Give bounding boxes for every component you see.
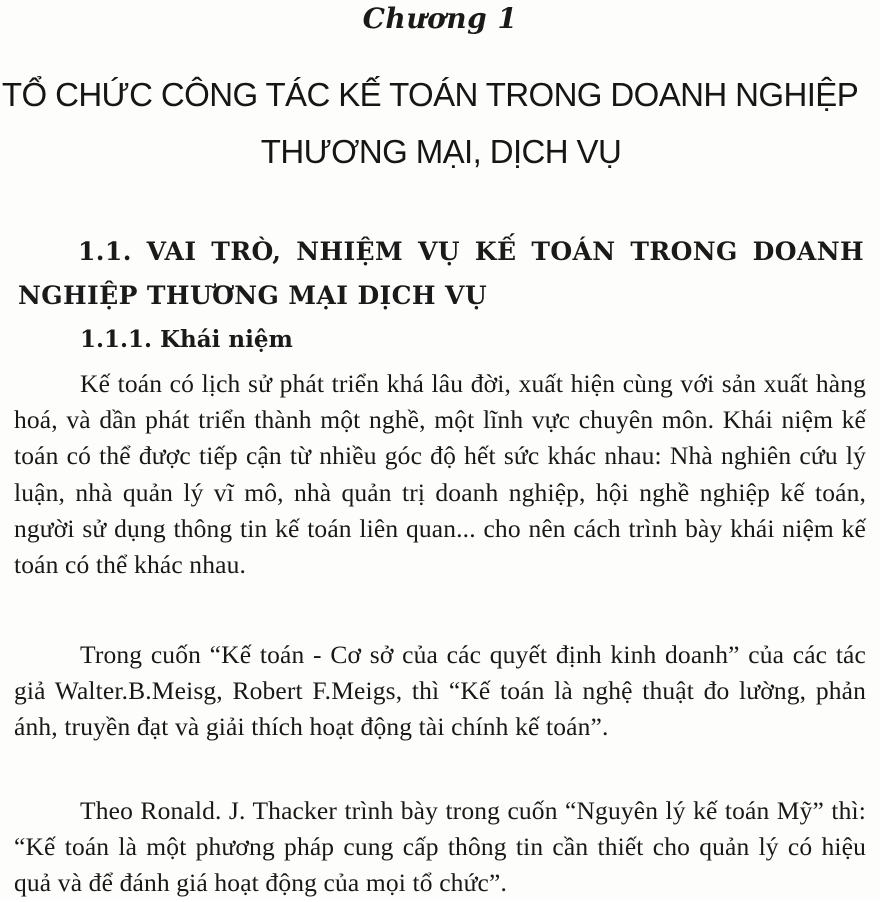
body-paragraph-2: Trong cuốn “Kế toán - Cơ sở của các quyết định kinh doanh” của các tác giả Walter.B.Meisg, Robert F.Meigs, thì “Kế toán là nghệ thuật đo lường, phản ánh, truyền đạt và giải thích hoạt động tài chính kế toán”. <box>14 640 866 742</box>
chapter-title <box>0 66 880 180</box>
chapter-title-line-2: THƯƠNG MẠI, DỊCH VỤ <box>260 133 622 170</box>
section-heading: 1.1. VAI TRÒ, NHIỆM VỤ KẾ TOÁN TRONG DOANH NGHIỆP THƯƠNG MẠI DỊCH VỤ <box>18 237 864 310</box>
chapter-title-line-1: TỔ CHỨC CÔNG TÁC KẾ TOÁN TRONG DOANH NGHIỆP <box>1 76 859 113</box>
subsection-heading: 1.1.1. Khái niệm <box>80 326 293 353</box>
chapter-label: Chương 1 <box>362 2 518 35</box>
body-paragraph-3: Theo Ronald. J. Thacker trình bày trong cuốn “Nguyên lý kế toán Mỹ” thì: “Kế toán là một phương pháp cung cấp thông tin cần thiết cho quản lý có hiệu quả và để đánh giá hoạt động của mọi tổ chức”. <box>14 796 866 898</box>
body-paragraph-1: Kế toán có lịch sử phát triển khá lâu đời, xuất hiện cùng với sản xuất hàng hoá, và dần phát triển thành một nghề, một lĩnh vực chuyên môn. Khái niệm kế toán có thể được tiếp cận từ nhiều góc độ hết sức khác nhau: Nhà nghiên cứu lý luận, nhà quản lý vĩ mô, nhà quản trị doanh nghiệp, hội nghề nghiệp kế toán, người sử dụng thông tin kế toán liên quan... cho nên cách trình bày khái niệm kế toán có thể khác nhau. <box>14 369 866 580</box>
